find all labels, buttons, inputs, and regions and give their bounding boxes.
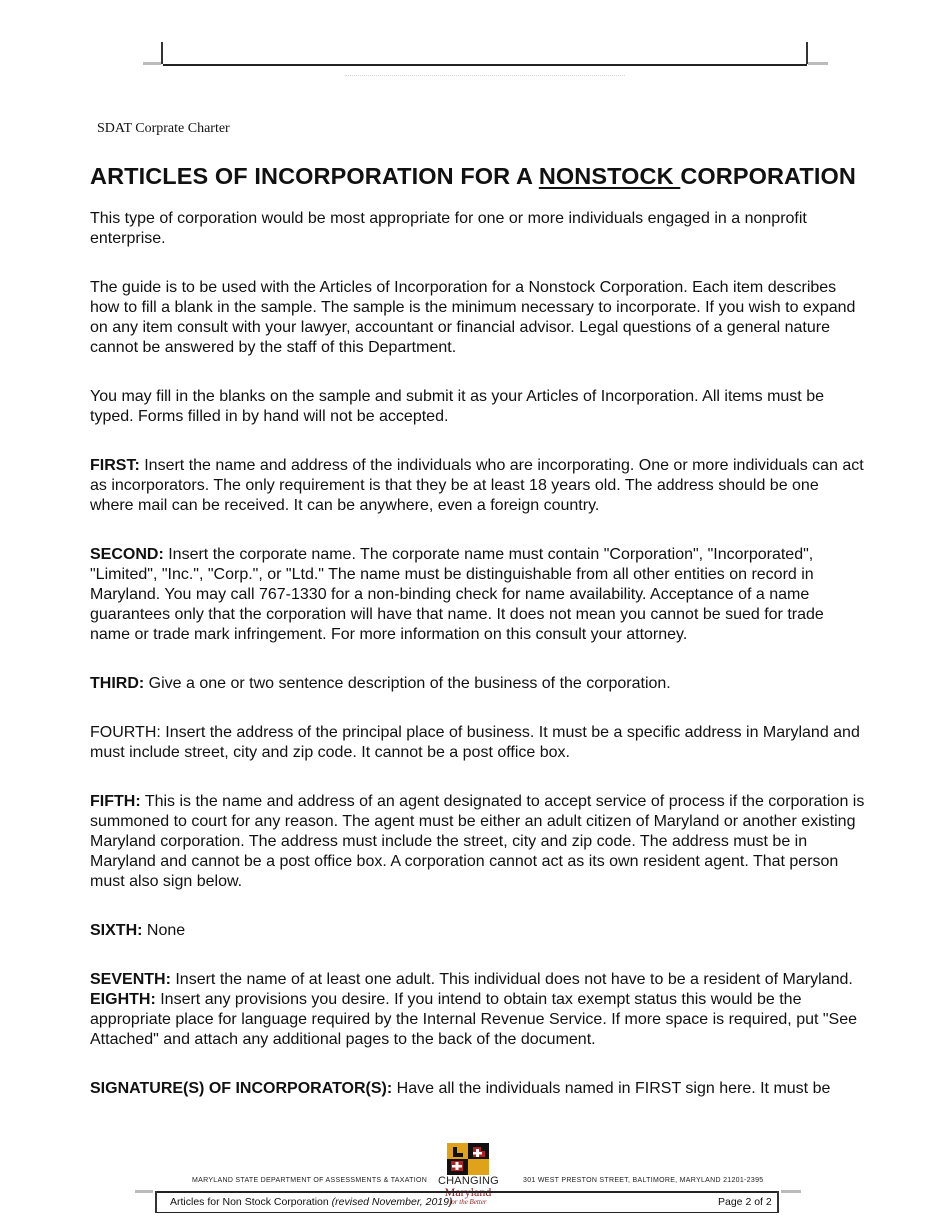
faint-header-artifact bbox=[345, 75, 625, 79]
logo-better: for the Better bbox=[449, 1198, 487, 1206]
top-bracket-left-stub bbox=[143, 62, 161, 65]
item-fourth: FOURTH: Insert the address of the principal place of business. It must be a specific address in Maryland and must include street, city and zip code. It cannot be a post office box. bbox=[90, 724, 860, 761]
item-fifth-text: This is the name and address of an agent designated to accept service of process if the corporation is summoned to court for any reason. The agent must be either an adult citizen of Maryland or another existing Maryland corporation. The address must include the street, city and zip code. The address must be in Maryland and cannot be a post office box. A corporation cannot act as its own resident agent. That person must also sign below. bbox=[90, 793, 865, 890]
item-sixth bbox=[90, 921, 865, 941]
title-suffix: CORPORATION bbox=[680, 163, 856, 189]
logo-maryland: Maryland bbox=[444, 1185, 492, 1199]
item-eighth-text: Insert any provisions you desire. If you intend to obtain tax exempt status this would be the appropriate place for language required by the Internal Revenue Service. If more space is required, put "See Attached" and attach any additional pages to the back of the document. bbox=[90, 991, 858, 1048]
item-second-label: SECOND: bbox=[90, 546, 164, 563]
item-seventh-label: SEVENTH: bbox=[90, 971, 171, 988]
item-first bbox=[90, 456, 865, 516]
item-third-label: THIRD: bbox=[90, 675, 145, 692]
document-body bbox=[90, 209, 865, 1128]
footer-agency: MARYLAND STATE DEPARTMENT OF ASSESSMENTS & TAXATION bbox=[192, 1177, 428, 1184]
item-fifth-label: FIFTH: bbox=[90, 793, 141, 810]
item-third bbox=[90, 674, 865, 694]
footer-bracket-left bbox=[155, 1191, 157, 1213]
item-sixth-label: SIXTH: bbox=[90, 922, 143, 939]
title-underlined-word: NONSTOCK bbox=[538, 163, 681, 189]
top-rule bbox=[163, 64, 807, 66]
top-bracket-right-stub bbox=[808, 62, 828, 65]
item-signatures bbox=[90, 1079, 865, 1099]
logo-changing: CHANGING bbox=[438, 1175, 499, 1187]
item-seventh-text: Insert the name of at least one adult. This individual does not have to be a resident of Maryland. bbox=[170, 971, 853, 988]
item-first-label: FIRST: bbox=[90, 457, 140, 474]
maryland-flag-icon bbox=[443, 1143, 493, 1175]
item-third-text: Give a one or two sentence description of the business of the corporation. bbox=[144, 675, 671, 692]
item-signatures-text: Have all the individuals named in FIRST sign here. It must be bbox=[392, 1080, 831, 1097]
footer-form-name bbox=[170, 1196, 452, 1208]
item-fifth bbox=[90, 792, 865, 892]
top-bracket-left bbox=[161, 42, 163, 64]
page-footer bbox=[0, 1140, 950, 1230]
intro-paragraph-3: You may fill in the blanks on the sample and submit it as your Articles of Incorporation. All items must be typed. Forms filled in by hand will not be accepted. bbox=[90, 388, 824, 425]
intro-paragraph-1: This type of corporation would be most appropriate for one or more individuals engaged in a nonprofit enterprise. bbox=[90, 210, 807, 247]
footer-bracket-right bbox=[777, 1191, 779, 1213]
footer-form-title: Articles for Non Stock Corporation bbox=[170, 1196, 329, 1208]
item-signatures-label: SIGNATURE(S) OF INCORPORATOR(S): bbox=[90, 1080, 393, 1097]
item-second-text: Insert the corporate name. The corporate name must contain "Corporation", "Incorporated", "Limited", "Inc.", "Corp.", or "Ltd." The name must be distinguishable from all other entities on record in Maryland. You may call 767-1330 for a non-binding check for name availability. Acceptance of a name guarantees only that the corporation will have that name. It does not mean you cannot be sued for trade name or trade mark infringement. For more information on this consult your attorney. bbox=[90, 546, 824, 643]
footer-page-number: Page 2 of 2 bbox=[718, 1196, 772, 1208]
page-title bbox=[90, 163, 856, 190]
footer-rule-top bbox=[157, 1191, 777, 1193]
footer-bracket-left-stub bbox=[135, 1190, 153, 1193]
item-sixth-text: None bbox=[142, 922, 186, 939]
title-prefix: ARTICLES OF INCORPORATION FOR A bbox=[90, 163, 539, 189]
intro-paragraph-2: The guide is to be used with the Articles of Incorporation for a Nonstock Corporation. Each item describes how to fill a blank in the sample. The sample is the minimum necessary to incorporate. If you wish to expand on any item consult with your lawyer, accountant or financial advisor. Legal questions of a general nature cannot be answered by the staff of this Department. bbox=[90, 279, 856, 356]
item-second bbox=[90, 545, 865, 645]
item-seventh bbox=[90, 970, 865, 990]
footer-bracket-right-stub bbox=[781, 1190, 801, 1193]
item-eighth bbox=[90, 990, 865, 1050]
header-note: SDAT Corprate Charter bbox=[97, 121, 230, 136]
top-bracket-right bbox=[806, 42, 808, 64]
item-first-text: Insert the name and address of the individuals who are incorporating. One or more individuals can act as incorporators. The only requirement is that they be at least 18 years old. The address should be one where mail can be received. It can be anywhere, even a foreign country. bbox=[90, 457, 864, 514]
footer-address: 301 WEST PRESTON STREET, BALTIMORE, MARYLAND 21201-2395 bbox=[523, 1177, 764, 1184]
footer-rule-bottom bbox=[157, 1212, 777, 1213]
footer-revised: (revised November, 2019) bbox=[331, 1196, 453, 1208]
item-eighth-label: EIGHTH: bbox=[90, 991, 156, 1008]
